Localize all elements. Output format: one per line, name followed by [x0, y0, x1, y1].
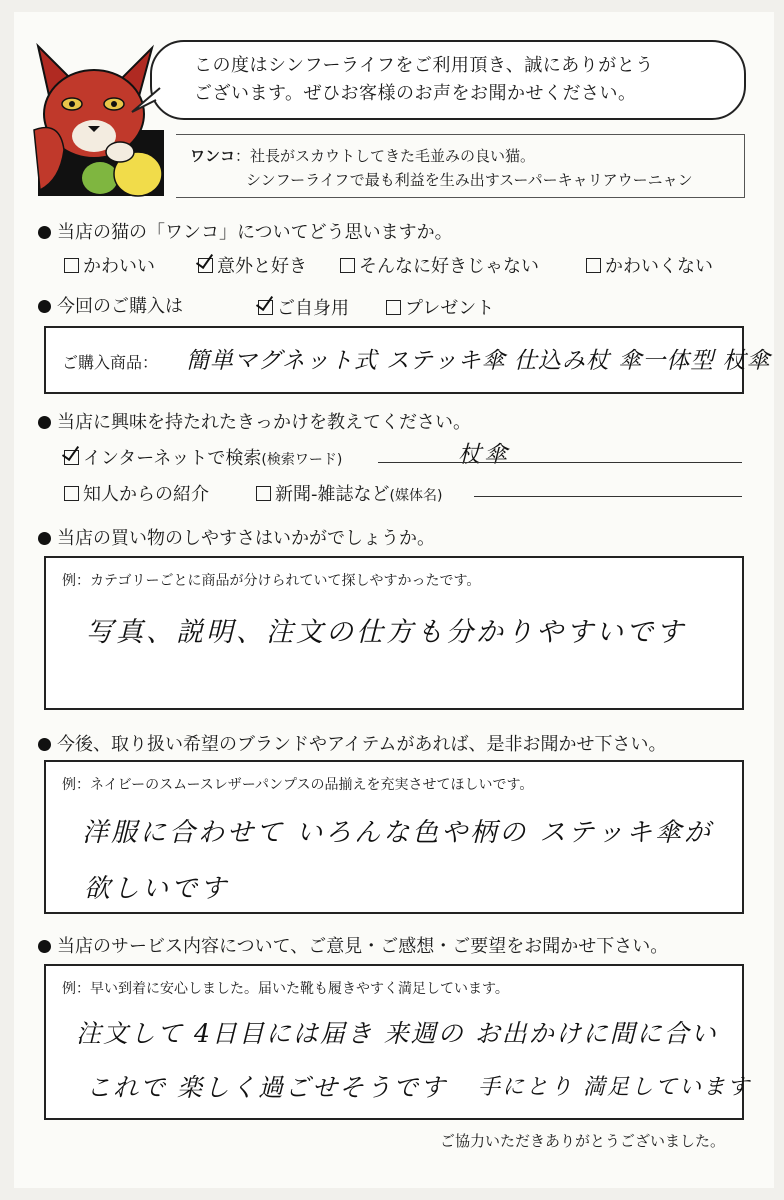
- bullet-icon: [38, 300, 51, 313]
- question-6: 当店のサービス内容について、ご意見・ご感想・ご要望をお聞かせ下さい。: [38, 932, 668, 958]
- mascot-description: ：社長がスカウトしてきた毛並みの良い猫。: [235, 147, 536, 165]
- q6-answer-box[interactable]: [44, 964, 751, 1120]
- checkbox-checked[interactable]: [198, 258, 213, 273]
- q3-option-3-sub: (媒体名): [389, 488, 443, 504]
- cat-mascot-icon: [30, 40, 170, 200]
- question-5: 今後、取り扱い希望のブランドやアイテムがあれば、是非お聞かせ下さい。: [38, 730, 666, 756]
- bullet-icon: [38, 940, 51, 953]
- product-box: [44, 326, 771, 394]
- q3-option-3[interactable]: 新聞-雑誌など(媒体名): [256, 480, 442, 506]
- checkbox[interactable]: [64, 486, 79, 501]
- checkbox[interactable]: [586, 258, 601, 273]
- mascot-intro: [176, 134, 745, 198]
- question-1: 当店の猫の「ワンコ」についてどう思いますか。: [38, 218, 453, 244]
- q2-option-1[interactable]: ご自身用: [258, 294, 349, 320]
- q1-option-2[interactable]: 意外と好き: [198, 252, 307, 278]
- media-name-line: [474, 496, 742, 497]
- q5-answer-box[interactable]: [44, 760, 744, 914]
- product-answer[interactable]: 簡単マグネット式 ステッキ傘 仕込み杖 傘一体型 杖傘: [186, 348, 771, 374]
- mascot-description-2: シンフーライフで最も利益を生み出すスーパーキャリアウーニャン: [246, 171, 693, 189]
- thanks-footer: ご協力いただきありがとうございました。: [440, 1132, 726, 1150]
- q1-option-1[interactable]: かわいい: [64, 252, 155, 278]
- checkbox[interactable]: [64, 258, 79, 273]
- checkbox-checked[interactable]: [64, 450, 79, 465]
- greeting-line-1: この度はシンフーライフをご利用頂き、誠にありがとう: [194, 55, 654, 76]
- question-3: 当店に興味を持たれたきっかけを教えてください。: [38, 408, 471, 434]
- checkbox[interactable]: [256, 486, 271, 501]
- product-label: ご購入商品：: [62, 353, 159, 372]
- q3-option-1[interactable]: インターネットで検索(検索ワード): [64, 444, 342, 470]
- q6-example: 例：早い到着に安心しました。届いた靴も履きやすく満足しています。: [62, 981, 509, 997]
- q6-answer-line-3: 手にとり 満足しています: [478, 1075, 751, 1100]
- q1-option-3[interactable]: そんなに好きじゃない: [340, 252, 539, 278]
- q3-option-1-sub: (検索ワード): [261, 452, 343, 468]
- question-2: 今回のご購入は: [38, 292, 183, 318]
- bullet-icon: [38, 532, 51, 545]
- q2-option-2[interactable]: プレゼント: [386, 294, 494, 320]
- checkbox-checked[interactable]: [258, 300, 273, 315]
- q5-answer-line-2: 欲しいです: [84, 874, 230, 904]
- q4-example: 例：カテゴリーごとに商品が分けられていて探しやすかったです。: [62, 573, 481, 589]
- q4-answer: 写真、説明、注文の仕方も分かりやすいです: [86, 617, 686, 648]
- q5-answer-line-1: 洋服に合わせて いろんな色や柄の ステッキ傘が: [82, 818, 714, 848]
- checkbox[interactable]: [386, 300, 401, 315]
- q6-answer-line-1: 注文して 4日目には届き 来週の お出かけに間に合い: [76, 1019, 718, 1048]
- q1-option-4[interactable]: かわいくない: [586, 252, 713, 278]
- checkbox[interactable]: [340, 258, 355, 273]
- bubble-tail-icon: [130, 86, 162, 114]
- bullet-icon: [38, 738, 51, 751]
- question-4: 当店の買い物のしやすさはいかがでしょうか。: [38, 524, 435, 550]
- bullet-icon: [38, 416, 51, 429]
- q3-option-2[interactable]: 知人からの紹介: [64, 480, 209, 506]
- mascot-name: ワンコ: [190, 147, 236, 165]
- bullet-icon: [38, 226, 51, 239]
- search-word-line: [378, 462, 742, 463]
- q5-example: 例：ネイビーのスムースレザーパンプスの品揃えを充実させてほしいです。: [62, 777, 534, 793]
- q4-answer-box[interactable]: [44, 556, 744, 710]
- speech-bubble: [150, 40, 746, 120]
- search-word-answer[interactable]: 杖傘: [458, 442, 510, 468]
- greeting-line-2: ございます。ぜひお客様のお声をお聞かせください。: [194, 83, 637, 104]
- q6-answer-line-2: これで 楽しく過ごせそうです: [86, 1073, 447, 1102]
